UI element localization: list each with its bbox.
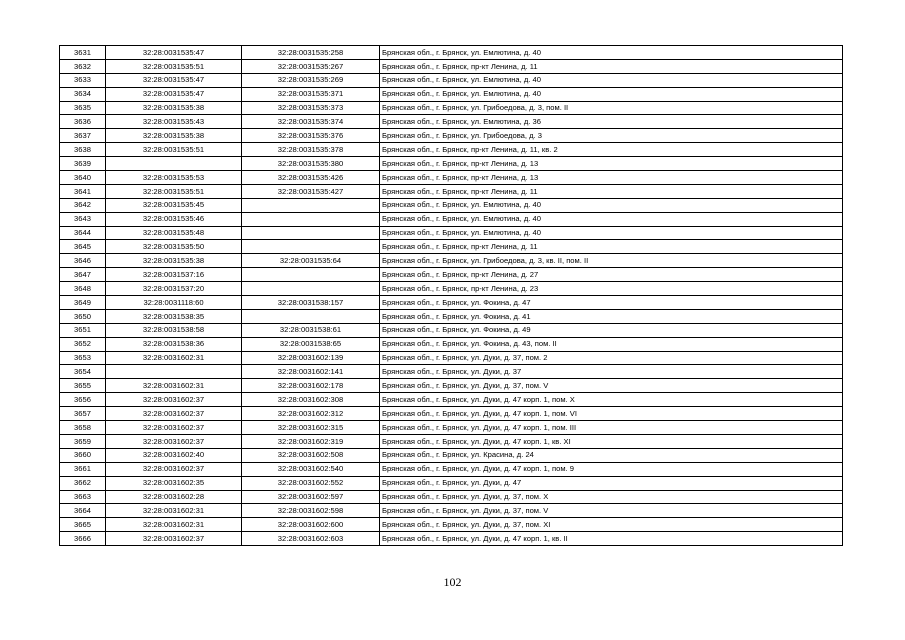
table-row — [60, 46, 843, 60]
address-cell: Брянская обл., г. Брянск, ул. Фокина, д. 41 — [380, 309, 843, 323]
object-cadastral-number-cell: 32:28:0031602:552 — [242, 476, 380, 490]
address-cell: Брянская обл., г. Брянск, пр-кт Ленина, д. 23 — [380, 282, 843, 296]
parcel-cadastral-number-cell: 32:28:0031602:37 — [106, 421, 242, 435]
address-cell: Брянская обл., г. Брянск, ул. Фокина, д. 43, пом. II — [380, 337, 843, 351]
address-cell: Брянская обл., г. Брянск, ул. Емлютина, д. 40 — [380, 87, 843, 101]
table-row — [60, 101, 843, 115]
address-cell: Брянская обл., г. Брянск, ул. Красина, д. 24 — [380, 448, 843, 462]
table-row — [60, 518, 843, 532]
object-cadastral-number-cell — [242, 212, 380, 226]
parcel-cadastral-number-cell: 32:28:0031535:47 — [106, 73, 242, 87]
row-number-cell: 3664 — [60, 504, 106, 518]
table-row — [60, 87, 843, 101]
address-cell: Брянская обл., г. Брянск, пр-кт Ленина, д. 11 — [380, 59, 843, 73]
parcel-cadastral-number-cell: 32:28:0031602:37 — [106, 393, 242, 407]
parcel-cadastral-number-cell: 32:28:0031538:36 — [106, 337, 242, 351]
parcel-cadastral-number-cell: 32:28:0031538:35 — [106, 309, 242, 323]
table-row — [60, 143, 843, 157]
parcel-cadastral-number-cell: 32:28:0031602:37 — [106, 407, 242, 421]
row-number-cell: 3631 — [60, 46, 106, 60]
parcel-cadastral-number-cell: 32:28:0031535:38 — [106, 254, 242, 268]
row-number-cell: 3649 — [60, 296, 106, 310]
address-cell: Брянская обл., г. Брянск, ул. Емлютина, д. 40 — [380, 212, 843, 226]
row-number-cell: 3661 — [60, 462, 106, 476]
row-number-cell: 3632 — [60, 59, 106, 73]
table-row — [60, 309, 843, 323]
object-cadastral-number-cell — [242, 226, 380, 240]
table-row — [60, 393, 843, 407]
row-number-cell: 3666 — [60, 532, 106, 546]
address-cell: Брянская обл., г. Брянск, ул. Дуки, д. 47 корп. 1, кв. II — [380, 532, 843, 546]
object-cadastral-number-cell: 32:28:0031602:598 — [242, 504, 380, 518]
parcel-cadastral-number-cell — [106, 157, 242, 171]
row-number-cell: 3651 — [60, 323, 106, 337]
table-row — [60, 115, 843, 129]
address-cell: Брянская обл., г. Брянск, пр-кт Ленина, д. 11, кв. 2 — [380, 143, 843, 157]
table-row — [60, 365, 843, 379]
object-cadastral-number-cell — [242, 282, 380, 296]
parcel-cadastral-number-cell: 32:28:0031535:48 — [106, 226, 242, 240]
object-cadastral-number-cell: 32:28:0031538:65 — [242, 337, 380, 351]
parcel-cadastral-number-cell: 32:28:0031535:51 — [106, 143, 242, 157]
parcel-cadastral-number-cell: 32:28:0031602:31 — [106, 351, 242, 365]
table-row — [60, 157, 843, 171]
row-number-cell: 3656 — [60, 393, 106, 407]
row-number-cell: 3647 — [60, 268, 106, 282]
address-cell: Брянская обл., г. Брянск, пр-кт Ленина, д. 27 — [380, 268, 843, 282]
address-cell: Брянская обл., г. Брянск, ул. Грибоедова, д. 3, пом. II — [380, 101, 843, 115]
object-cadastral-number-cell: 32:28:0031538:157 — [242, 296, 380, 310]
object-cadastral-number-cell: 32:28:0031535:376 — [242, 129, 380, 143]
parcel-cadastral-number-cell: 32:28:0031602:37 — [106, 434, 242, 448]
table-row — [60, 490, 843, 504]
address-cell: Брянская обл., г. Брянск, ул. Дуки, д. 47 корп. 1, пом. VI — [380, 407, 843, 421]
address-cell: Брянская обл., г. Брянск, ул. Емлютина, д. 40 — [380, 226, 843, 240]
address-cell: Брянская обл., г. Брянск, ул. Дуки, д. 47 корп. 1, пом. X — [380, 393, 843, 407]
address-cell: Брянская обл., г. Брянск, ул. Емлютина, д. 40 — [380, 73, 843, 87]
object-cadastral-number-cell: 32:28:0031535:426 — [242, 171, 380, 185]
address-cell: Брянская обл., г. Брянск, ул. Грибоедова, д. 3 — [380, 129, 843, 143]
parcel-cadastral-number-cell: 32:28:0031602:37 — [106, 532, 242, 546]
row-number-cell: 3659 — [60, 434, 106, 448]
address-cell: Брянская обл., г. Брянск, ул. Дуки, д. 37, пом. XI — [380, 518, 843, 532]
table-row — [60, 476, 843, 490]
object-cadastral-number-cell: 32:28:0031535:267 — [242, 59, 380, 73]
address-cell: Брянская обл., г. Брянск, ул. Дуки, д. 37, пом. 2 — [380, 351, 843, 365]
object-cadastral-number-cell: 32:28:0031602:319 — [242, 434, 380, 448]
page-number: 102 — [443, 575, 462, 589]
row-number-cell: 3635 — [60, 101, 106, 115]
object-cadastral-number-cell — [242, 309, 380, 323]
row-number-cell: 3645 — [60, 240, 106, 254]
table-row — [60, 323, 843, 337]
address-cell: Брянская обл., г. Брянск, ул. Дуки, д. 47 корп. 1, кв. XI — [380, 434, 843, 448]
object-cadastral-number-cell: 32:28:0031602:315 — [242, 421, 380, 435]
row-number-cell: 3657 — [60, 407, 106, 421]
parcel-cadastral-number-cell: 32:28:0031535:47 — [106, 87, 242, 101]
table-row — [60, 296, 843, 310]
row-number-cell: 3640 — [60, 171, 106, 185]
row-number-cell: 3639 — [60, 157, 106, 171]
table-row — [60, 254, 843, 268]
address-cell: Брянская обл., г. Брянск, пр-кт Ленина, д. 11 — [380, 184, 843, 198]
address-cell: Брянская обл., г. Брянск, ул. Емлютина, д. 40 — [380, 198, 843, 212]
parcel-cadastral-number-cell: 32:28:0031118:60 — [106, 296, 242, 310]
address-cell: Брянская обл., г. Брянск, ул. Дуки, д. 37 — [380, 365, 843, 379]
table-row — [60, 337, 843, 351]
table-row — [60, 282, 843, 296]
row-number-cell: 3638 — [60, 143, 106, 157]
row-number-cell: 3650 — [60, 309, 106, 323]
object-cadastral-number-cell: 32:28:0031535:378 — [242, 143, 380, 157]
row-number-cell: 3643 — [60, 212, 106, 226]
address-cell: Брянская обл., г. Брянск, пр-кт Ленина, д. 11 — [380, 240, 843, 254]
row-number-cell: 3663 — [60, 490, 106, 504]
parcel-cadastral-number-cell: 32:28:0031535:45 — [106, 198, 242, 212]
object-cadastral-number-cell: 32:28:0031602:600 — [242, 518, 380, 532]
parcel-cadastral-number-cell: 32:28:0031602:37 — [106, 462, 242, 476]
parcel-cadastral-number-cell: 32:28:0031535:38 — [106, 129, 242, 143]
row-number-cell: 3634 — [60, 87, 106, 101]
parcel-cadastral-number-cell: 32:28:0031535:38 — [106, 101, 242, 115]
parcel-cadastral-number-cell: 32:28:0031535:51 — [106, 184, 242, 198]
row-number-cell: 3652 — [60, 337, 106, 351]
row-number-cell: 3636 — [60, 115, 106, 129]
object-cadastral-number-cell: 32:28:0031602:597 — [242, 490, 380, 504]
address-cell: Брянская обл., г. Брянск, ул. Дуки, д. 37, пом. V — [380, 379, 843, 393]
table-row — [60, 226, 843, 240]
object-cadastral-number-cell: 32:28:0031535:258 — [242, 46, 380, 60]
object-cadastral-number-cell: 32:28:0031535:269 — [242, 73, 380, 87]
parcel-cadastral-number-cell: 32:28:0031602:40 — [106, 448, 242, 462]
object-cadastral-number-cell: 32:28:0031535:371 — [242, 87, 380, 101]
parcel-cadastral-number-cell: 32:28:0031537:16 — [106, 268, 242, 282]
object-cadastral-number-cell: 32:28:0031602:508 — [242, 448, 380, 462]
row-number-cell: 3665 — [60, 518, 106, 532]
table-row — [60, 73, 843, 87]
row-number-cell: 3637 — [60, 129, 106, 143]
address-cell: Брянская обл., г. Брянск, ул. Дуки, д. 47 — [380, 476, 843, 490]
table-row — [60, 434, 843, 448]
row-number-cell: 3658 — [60, 421, 106, 435]
row-number-cell: 3654 — [60, 365, 106, 379]
address-cell: Брянская обл., г. Брянск, ул. Фокина, д. 47 — [380, 296, 843, 310]
row-number-cell: 3648 — [60, 282, 106, 296]
address-cell: Брянская обл., г. Брянск, ул. Грибоедова, д. 3, кв. II, пом. II — [380, 254, 843, 268]
table-row — [60, 240, 843, 254]
table-row — [60, 421, 843, 435]
row-number-cell: 3642 — [60, 198, 106, 212]
address-cell: Брянская обл., г. Брянск, ул. Дуки, д. 37, пом. V — [380, 504, 843, 518]
table-row — [60, 171, 843, 185]
table-row — [60, 448, 843, 462]
parcel-cadastral-number-cell: 32:28:0031538:58 — [106, 323, 242, 337]
object-cadastral-number-cell: 32:28:0031535:427 — [242, 184, 380, 198]
address-cell: Брянская обл., г. Брянск, пр-кт Ленина, д. 13 — [380, 171, 843, 185]
address-cell: Брянская обл., г. Брянск, ул. Фокина, д. 49 — [380, 323, 843, 337]
object-cadastral-number-cell: 32:28:0031602:312 — [242, 407, 380, 421]
parcel-cadastral-number-cell: 32:28:0031602:31 — [106, 379, 242, 393]
table-row — [60, 212, 843, 226]
row-number-cell: 3641 — [60, 184, 106, 198]
address-cell: Брянская обл., г. Брянск, ул. Емлютина, д. 40 — [380, 46, 843, 60]
parcel-cadastral-number-cell: 32:28:0031535:51 — [106, 59, 242, 73]
object-cadastral-number-cell: 32:28:0031602:308 — [242, 393, 380, 407]
table-row — [60, 532, 843, 546]
address-cell: Брянская обл., г. Брянск, ул. Емлютина, д. 36 — [380, 115, 843, 129]
object-cadastral-number-cell: 32:28:0031538:61 — [242, 323, 380, 337]
row-number-cell: 3653 — [60, 351, 106, 365]
row-number-cell: 3662 — [60, 476, 106, 490]
object-cadastral-number-cell: 32:28:0031602:178 — [242, 379, 380, 393]
parcel-cadastral-number-cell: 32:28:0031602:35 — [106, 476, 242, 490]
table-row — [60, 462, 843, 476]
table-row — [60, 59, 843, 73]
parcel-cadastral-number-cell: 32:28:0031535:53 — [106, 171, 242, 185]
address-cell: Брянская обл., г. Брянск, ул. Дуки, д. 47 корп. 1, пом. III — [380, 421, 843, 435]
address-cell: Брянская обл., г. Брянск, ул. Дуки, д. 37, пом. X — [380, 490, 843, 504]
cadastral-table — [59, 45, 843, 546]
address-cell: Брянская обл., г. Брянск, ул. Дуки, д. 47 корп. 1, пом. 9 — [380, 462, 843, 476]
row-number-cell: 3655 — [60, 379, 106, 393]
table-row — [60, 184, 843, 198]
address-cell: Брянская обл., г. Брянск, пр-кт Ленина, д. 13 — [380, 157, 843, 171]
object-cadastral-number-cell: 32:28:0031602:540 — [242, 462, 380, 476]
object-cadastral-number-cell — [242, 198, 380, 212]
object-cadastral-number-cell: 32:28:0031535:64 — [242, 254, 380, 268]
object-cadastral-number-cell: 32:28:0031535:373 — [242, 101, 380, 115]
object-cadastral-number-cell: 32:28:0031602:603 — [242, 532, 380, 546]
row-number-cell: 3646 — [60, 254, 106, 268]
object-cadastral-number-cell — [242, 268, 380, 282]
table-row — [60, 351, 843, 365]
table-row — [60, 407, 843, 421]
table-row — [60, 268, 843, 282]
row-number-cell: 3660 — [60, 448, 106, 462]
parcel-cadastral-number-cell: 32:28:0031535:50 — [106, 240, 242, 254]
parcel-cadastral-number-cell: 32:28:0031602:28 — [106, 490, 242, 504]
table-row — [60, 198, 843, 212]
parcel-cadastral-number-cell: 32:28:0031535:46 — [106, 212, 242, 226]
parcel-cadastral-number-cell: 32:28:0031535:43 — [106, 115, 242, 129]
table-row — [60, 129, 843, 143]
object-cadastral-number-cell: 32:28:0031535:374 — [242, 115, 380, 129]
table-row — [60, 379, 843, 393]
parcel-cadastral-number-cell: 32:28:0031602:31 — [106, 504, 242, 518]
row-number-cell: 3633 — [60, 73, 106, 87]
parcel-cadastral-number-cell: 32:28:0031602:31 — [106, 518, 242, 532]
object-cadastral-number-cell — [242, 240, 380, 254]
table-row — [60, 504, 843, 518]
parcel-cadastral-number-cell: 32:28:0031535:47 — [106, 46, 242, 60]
row-number-cell: 3644 — [60, 226, 106, 240]
parcel-cadastral-number-cell: 32:28:0031537:20 — [106, 282, 242, 296]
object-cadastral-number-cell: 32:28:0031602:139 — [242, 351, 380, 365]
object-cadastral-number-cell: 32:28:0031602:141 — [242, 365, 380, 379]
object-cadastral-number-cell: 32:28:0031535:380 — [242, 157, 380, 171]
cadastral-table-body — [60, 46, 843, 546]
parcel-cadastral-number-cell — [106, 365, 242, 379]
